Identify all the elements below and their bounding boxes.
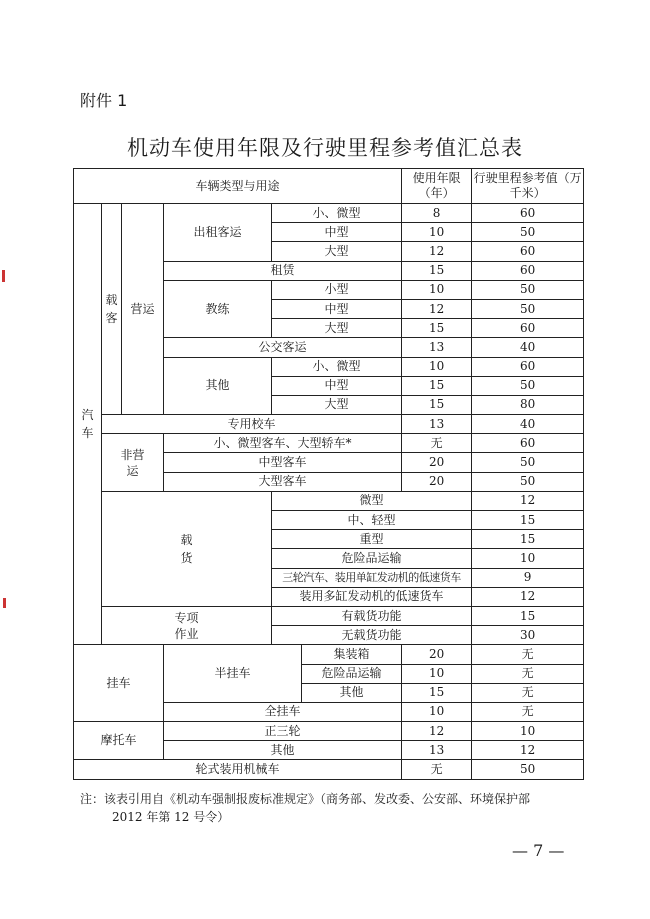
km-cell: 无	[472, 683, 584, 702]
km-cell: 60	[472, 434, 584, 453]
row-label: 装用多缸发动机的低速货车	[272, 587, 472, 606]
years-cell: 15	[402, 319, 472, 338]
cat-trailer: 挂车	[74, 645, 164, 722]
row-label: 轮式装用机械车	[74, 760, 402, 779]
years-cell: 20	[402, 472, 472, 491]
table-row	[74, 645, 584, 664]
scan-mark	[2, 270, 5, 282]
km-cell: 12	[472, 741, 584, 760]
row-label: 中、轻型	[272, 511, 472, 530]
table-row	[74, 606, 584, 625]
footnote	[80, 790, 580, 826]
row-label: 公交客运	[164, 338, 402, 357]
km-cell: 无	[472, 664, 584, 683]
header-type: 车辆类型与用途	[74, 169, 402, 204]
km-cell: 无	[472, 645, 584, 664]
cat-taxi: 出租客运	[164, 204, 272, 262]
years-cell: 15	[472, 530, 584, 549]
table-row	[74, 434, 584, 453]
years-cell: 12	[402, 299, 472, 318]
years-cell: 15	[402, 376, 472, 395]
header-row	[74, 169, 584, 204]
km-cell: 80	[472, 395, 584, 414]
cat-semi-trailer: 半挂车	[164, 645, 302, 703]
row-label: 中型	[272, 223, 402, 242]
header-km: 行驶里程参考值（万千米）	[472, 169, 584, 204]
row-label: 专用校车	[102, 415, 402, 434]
years-cell: 12	[472, 491, 584, 510]
row-label: 无载货功能	[272, 626, 472, 645]
page-number: — 7 —	[512, 841, 565, 860]
km-cell: 40	[472, 415, 584, 434]
row-label: 大型	[272, 319, 402, 338]
years-cell: 12	[402, 242, 472, 261]
years-cell: 13	[402, 338, 472, 357]
years-cell: 15	[402, 261, 472, 280]
row-label: 有载货功能	[272, 606, 472, 625]
km-cell: 60	[472, 242, 584, 261]
years-cell: 9	[472, 568, 584, 587]
row-label: 危险品运输	[302, 664, 402, 683]
row-label: 租赁	[164, 261, 402, 280]
years-cell: 15	[402, 395, 472, 414]
years-cell: 10	[402, 357, 472, 376]
row-label: 全挂车	[164, 702, 402, 721]
years-cell: 8	[402, 204, 472, 223]
attachment-label: 附件 1	[80, 91, 128, 110]
row-label: 集装箱	[302, 645, 402, 664]
km-cell: 50	[472, 223, 584, 242]
row-label: 其他	[164, 741, 402, 760]
cat-commercial: 营运	[122, 204, 164, 415]
row-label: 大型客车	[164, 472, 402, 491]
cat-cargo: 载货	[102, 491, 272, 606]
table-row	[74, 204, 584, 223]
cat-other: 其他	[164, 357, 272, 415]
row-label: 正三轮	[164, 722, 402, 741]
years-cell: 无	[402, 434, 472, 453]
years-cell: 10	[472, 549, 584, 568]
km-cell: 无	[472, 702, 584, 721]
years-cell: 10	[402, 664, 472, 683]
row-label: 小、微型	[272, 204, 402, 223]
cat-training: 教练	[164, 280, 272, 338]
years-cell: 15	[472, 511, 584, 530]
years-cell: 20	[402, 453, 472, 472]
years-cell: 30	[472, 626, 584, 645]
page-title: 机动车使用年限及行驶里程参考值汇总表	[127, 136, 523, 160]
row-label: 三轮汽车、装用单缸发动机的低速货车	[272, 568, 472, 587]
row-label: 小型	[272, 280, 402, 299]
row-label: 小、微型	[272, 357, 402, 376]
years-cell: 12	[402, 722, 472, 741]
table-row	[74, 491, 584, 510]
header-years: 使用年限（年）	[402, 169, 472, 204]
years-cell: 20	[402, 645, 472, 664]
row-label: 中型客车	[164, 453, 402, 472]
km-cell: 50	[472, 453, 584, 472]
row-label: 大型	[272, 395, 402, 414]
footnote-line-1: 注：该表引用自《机动车强制报废标准规定》（商务部、发改委、公安部、环境保护部	[80, 792, 531, 806]
row-label: 重型	[272, 530, 472, 549]
years-cell: 10	[402, 280, 472, 299]
km-cell: 40	[472, 338, 584, 357]
km-cell: 50	[472, 760, 584, 779]
row-label: 中型	[272, 299, 402, 318]
km-cell: 50	[472, 280, 584, 299]
row-label: 危险品运输	[272, 549, 472, 568]
row-label: 中型	[272, 376, 402, 395]
row-label: 大型	[272, 242, 402, 261]
table-row	[74, 722, 584, 741]
years-cell: 10	[402, 223, 472, 242]
table-row	[74, 415, 584, 434]
years-cell: 无	[402, 760, 472, 779]
cat-car: 汽车	[74, 204, 102, 645]
row-label: 小、微型客车、大型轿车*	[164, 434, 402, 453]
years-cell: 13	[402, 415, 472, 434]
row-label: 其他	[302, 683, 402, 702]
table-row	[74, 760, 584, 779]
footnote-line-2: 2012 年第 12 号令）	[112, 810, 230, 824]
years-cell: 15	[472, 606, 584, 625]
km-cell: 50	[472, 299, 584, 318]
cat-special: 专项作业	[102, 606, 272, 644]
km-cell: 60	[472, 204, 584, 223]
years-cell: 12	[472, 587, 584, 606]
km-cell: 60	[472, 261, 584, 280]
scan-mark	[3, 598, 6, 608]
vehicle-table	[73, 168, 584, 780]
cat-noncommercial: 非营运	[102, 434, 164, 492]
km-cell: 10	[472, 722, 584, 741]
years-cell: 13	[402, 741, 472, 760]
km-cell: 50	[472, 472, 584, 491]
km-cell: 60	[472, 319, 584, 338]
years-cell: 10	[402, 702, 472, 721]
row-label: 微型	[272, 491, 472, 510]
years-cell: 15	[402, 683, 472, 702]
cat-passenger: 载客	[102, 204, 122, 415]
km-cell: 60	[472, 357, 584, 376]
km-cell: 50	[472, 376, 584, 395]
cat-motorcycle: 摩托车	[74, 722, 164, 760]
